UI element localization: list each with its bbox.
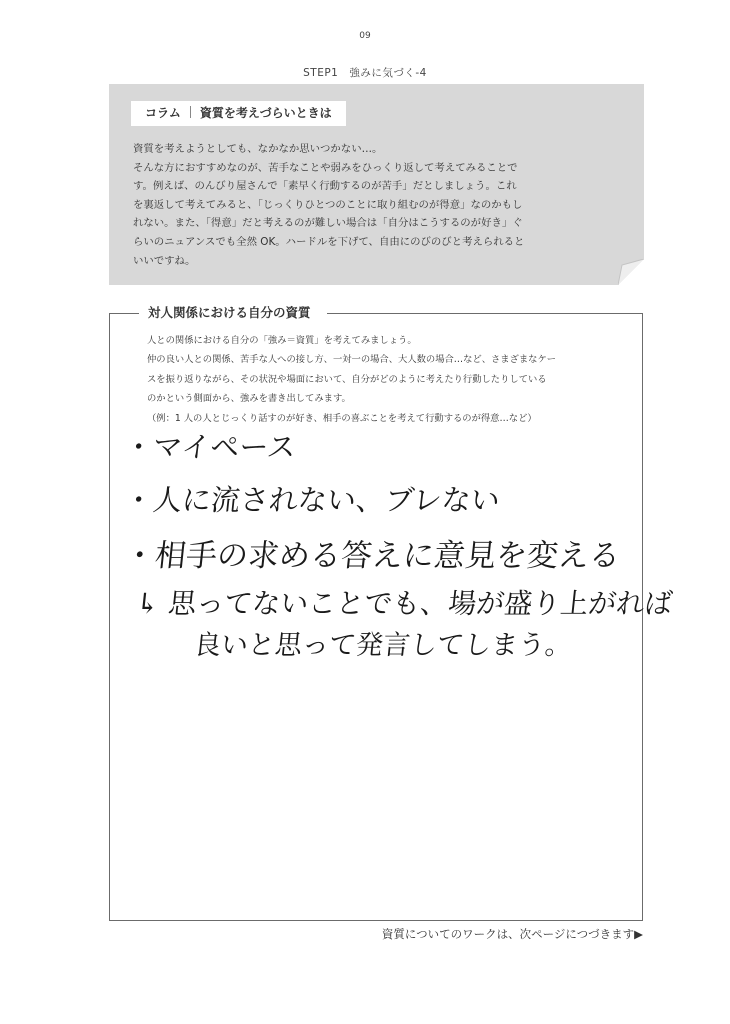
column-body [133,140,631,270]
handwritten-line: ↳ 思ってないことでも、場が盛り上がれば [134,587,675,620]
column-title-divider [190,106,191,118]
handwritten-line: 良いと思って発言してしまう。 [192,630,574,661]
column-paragraph-line: いいですね。 [133,254,196,267]
column-box [109,84,644,285]
column-label: コラム [145,106,181,120]
handwritten-line: ・人に流されない、ブレない [122,483,502,517]
column-paragraph-line: 資質を考えようとしても、なかなか思いつかない…。 [133,143,383,155]
instruction-line: （例：1 人の人とじっくり話すのが好き、相手の喜ぶことを考えて行動するのが得意…など） [147,412,537,424]
column-paragraph-line: す。例えば、のんびり屋さんで「素早く行動するのが苦手」だとしましょう。これ [133,180,517,193]
step-header: STEP1 強みに気づく-4 [303,67,427,79]
column-paragraph-line: そんな方におすすめなのが、苦手なことや弱みをひっくり返して考えてみることで [133,161,518,174]
column-heading: 資質を考えづらいときは [199,106,332,120]
column-paragraph-line: を裏返して考えてみると、「じっくりひとつのことに取り組むのが得意」なのかもし [133,198,523,211]
page-number: 09 [359,31,371,41]
page-fold-corner [618,259,644,285]
handwritten-line: ・マイペース [122,430,298,464]
column-paragraph-line: らいのニュアンスでも全然 OK。ハードルを下げて、自由にのびのびと考えられると [133,235,525,248]
next-page-note: 資質についてのワークは、次ページにつづきます▶ [381,927,643,941]
column-title [131,101,346,126]
instruction-line: のかという側面から、強みを書き出してみます。 [147,393,351,405]
handwritten-line: ・相手の求める答えに意見を変える [122,538,622,574]
work-instructions [147,331,617,428]
column-paragraph-line: れない。また、「得意」だと考えるのが難しい場合は「自分はこうするのが好き」ぐ [133,217,523,230]
instruction-line: 仲の良い人との関係、苦手な人への接し方、一対一の場合、大人数の場合…など、さまざまなケー [147,354,557,366]
instruction-line: スを振り返りながら、その状況や場面において、自分がどのように考えたり行動したりしている [147,373,547,385]
work-title: 対人関係における自分の資質 [139,303,327,323]
handwritten-answer [122,422,675,668]
instruction-line: 人との関係における自分の「強み＝資質」を考えてみましょう。 [147,335,417,346]
